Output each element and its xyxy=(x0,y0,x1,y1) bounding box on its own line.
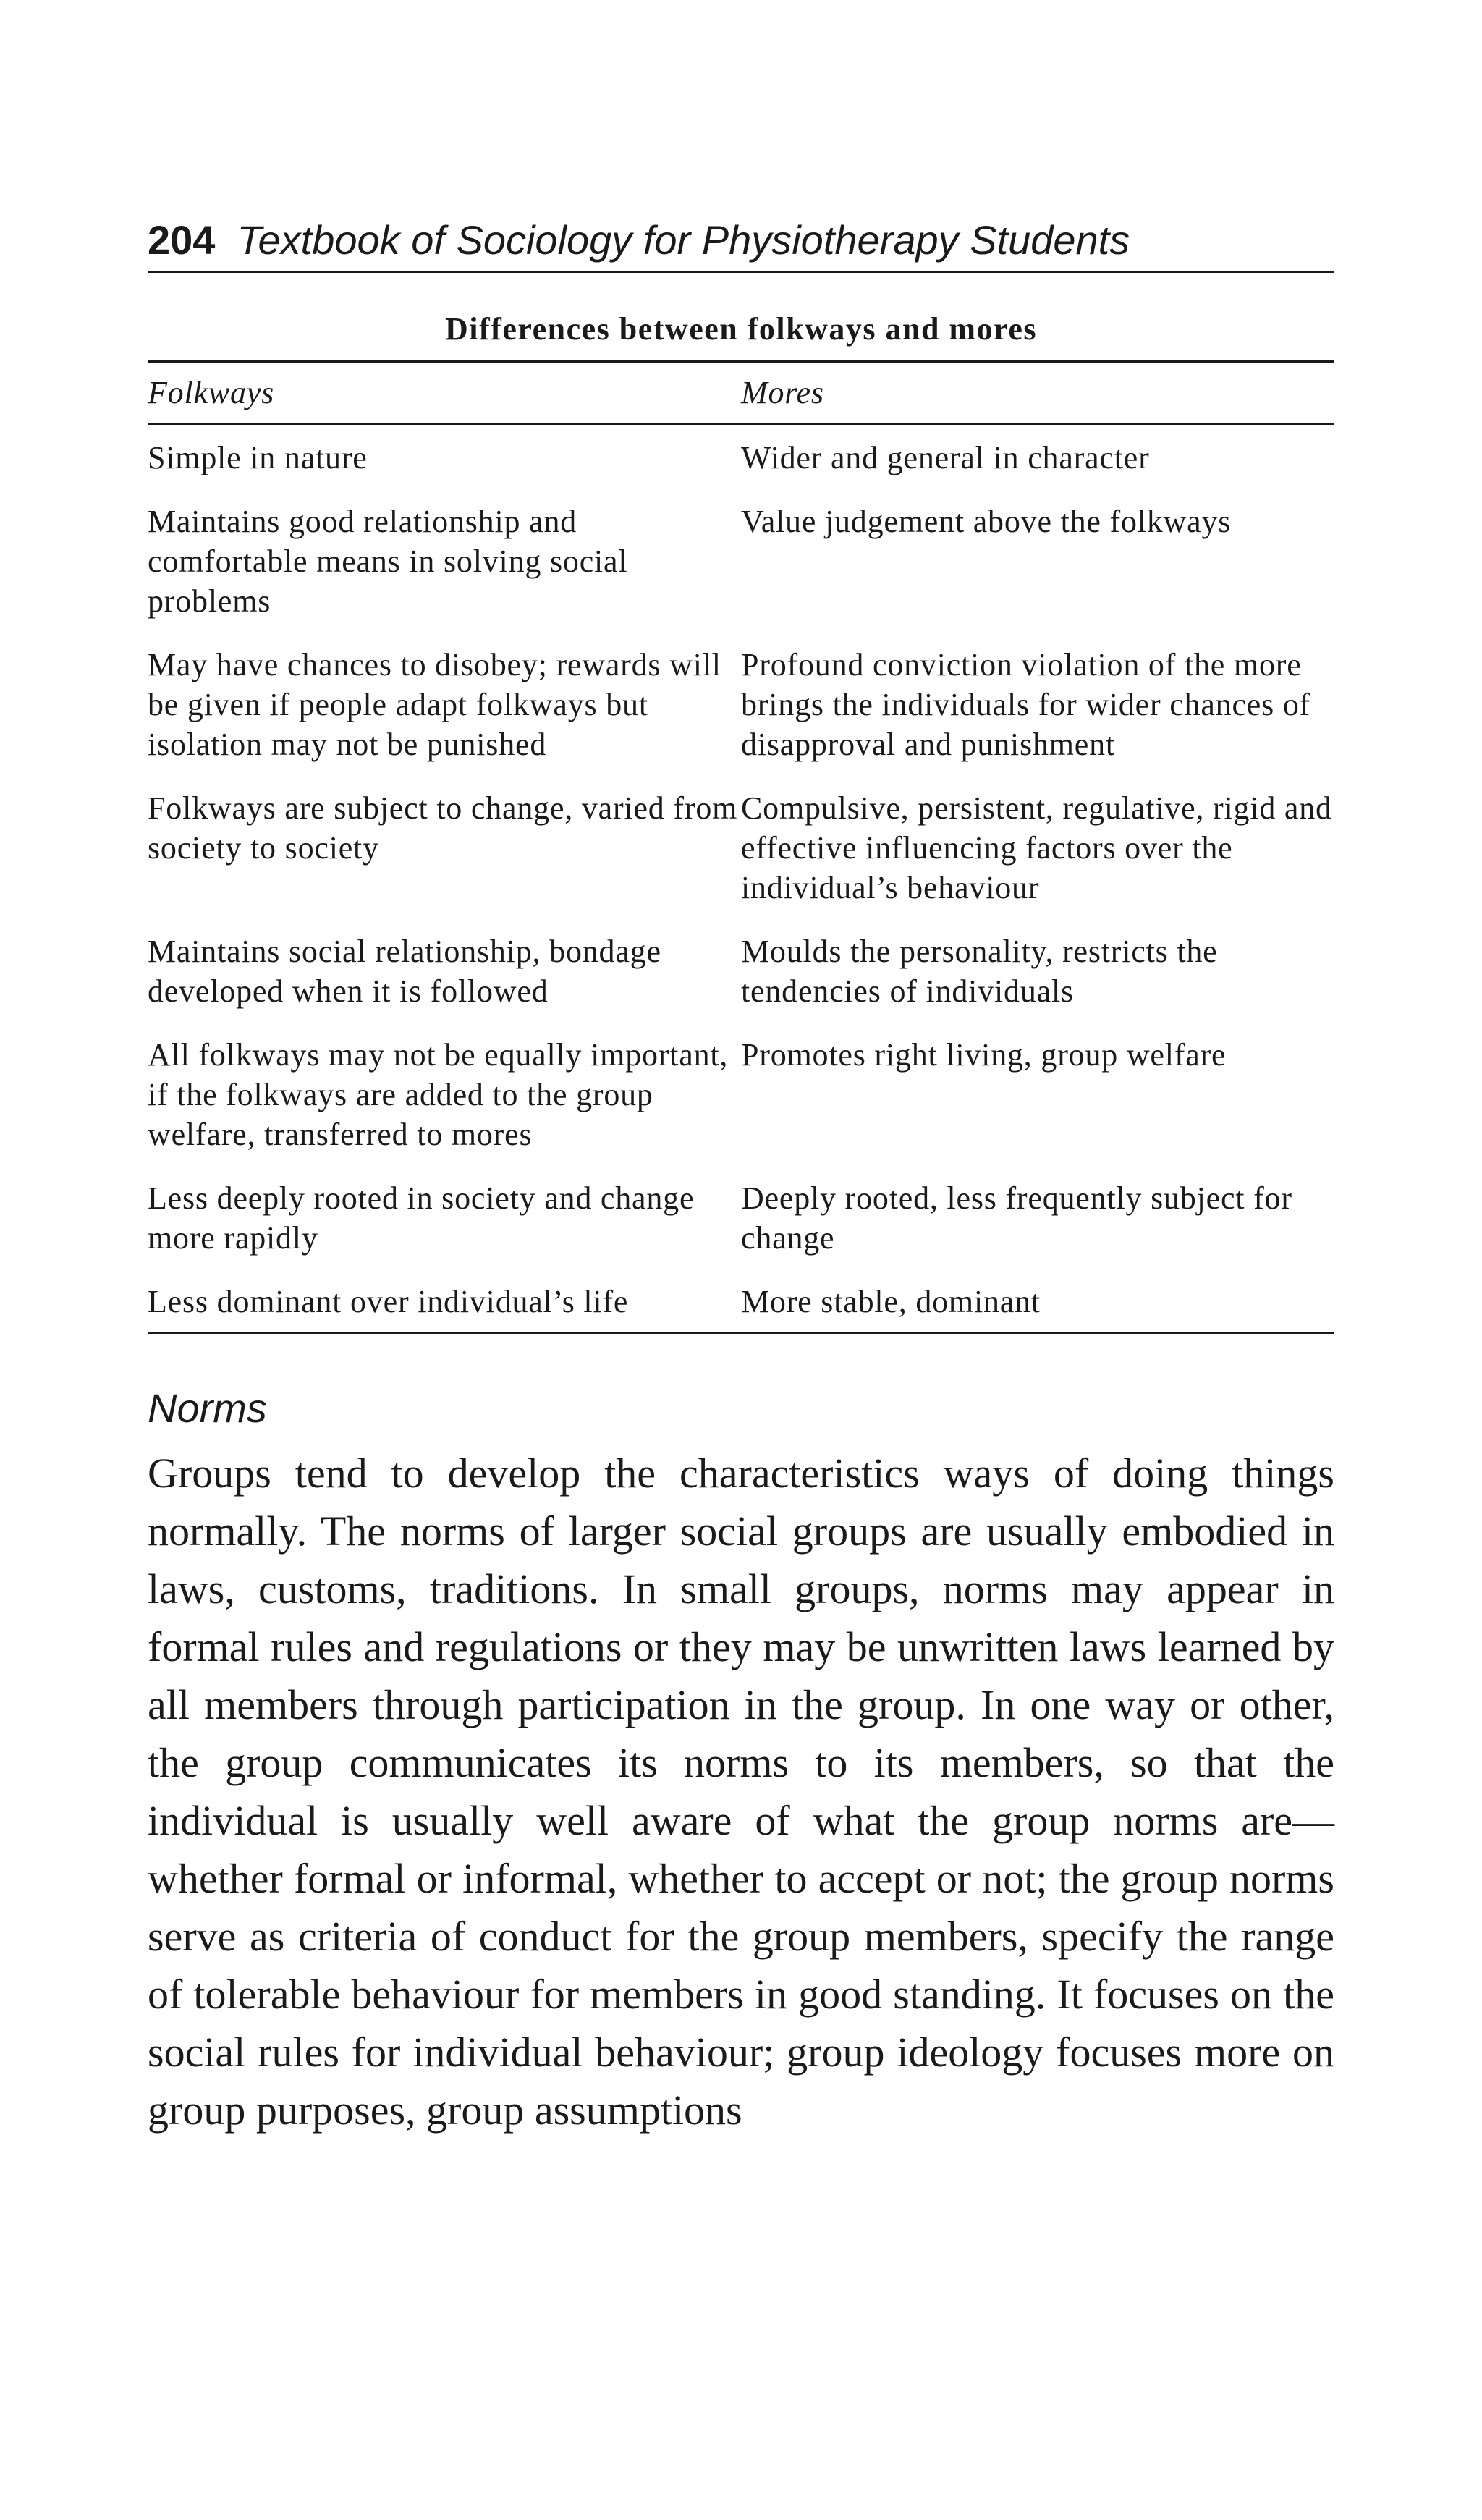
table-row xyxy=(148,489,1334,632)
comparison-table xyxy=(148,363,1334,1334)
body-paragraph: Groups tend to develop the characteristics ways of doing things normally. The norms of larger social groups are usually embodied in laws, customs, traditions. In small groups, norms may appear in formal rules and regulations or they may be unwritten laws learned by all members through participation in the group. In one way or other, the group communicates its norms to its members, so that the individual is usually well aware of what the group norms are—whether formal or informal, whether to accept or not; the group norms serve as criteria of conduct for the group members, specify the range of tolerable behaviour for members in good standing. It focuses on the social rules for individual behaviour; group ideology focuses more on group purposes, group assumptions xyxy=(148,1450,1334,2134)
mores-cell: Profound conviction violation of the more brings the individuals for wider chances of disapproval and punishment xyxy=(741,647,1311,762)
mores-cell: Deeply rooted, less frequently subject for change xyxy=(741,1180,1292,1256)
column-header-folkways: Folkways xyxy=(148,363,741,424)
table-caption: Differences between folkways and mores xyxy=(148,310,1334,363)
table-row xyxy=(148,775,1334,918)
folkways-cell: May have chances to disobey; rewards will be given if people adapt folkways but isolation may not be punished xyxy=(148,647,721,762)
folkways-cell: All folkways may not be equally important, if the folkways are added to the group welfare, transferred to mores xyxy=(148,1037,729,1152)
mores-cell: Compulsive, persistent, regulative, rigid and effective influencing factors over the individual’s behaviour xyxy=(741,790,1332,905)
section-heading: Norms xyxy=(148,1385,267,1431)
column-header-mores: Mores xyxy=(741,363,1334,424)
book-title: Textbook of Sociology for Physiotherapy Students xyxy=(237,217,1130,263)
folkways-cell: Maintains good relationship and comfortable means in solving social problems xyxy=(148,504,628,619)
folkways-cell: Simple in nature xyxy=(148,440,368,475)
folkways-cell: Less dominant over individual’s life xyxy=(148,1284,629,1319)
table-row xyxy=(148,1269,1334,1333)
table-row xyxy=(148,1165,1334,1269)
table-row xyxy=(148,918,1334,1022)
mores-cell: Promotes right living, group welfare xyxy=(741,1037,1227,1073)
folkways-cell: Less deeply rooted in society and change more rapidly xyxy=(148,1180,695,1256)
folkways-cell: Maintains social relationship, bondage developed when it is followed xyxy=(148,934,661,1009)
book-page xyxy=(148,217,1334,2139)
mores-cell: Wider and general in character xyxy=(741,440,1150,475)
mores-cell: More stable, dominant xyxy=(741,1284,1041,1319)
table-row xyxy=(148,632,1334,775)
folkways-cell: Folkways are subject to change, varied from society to society xyxy=(148,790,738,866)
mores-cell: Moulds the personality, restricts the tendencies of individuals xyxy=(741,934,1218,1009)
running-head xyxy=(148,217,1334,273)
mores-cell: Value judgement above the folkways xyxy=(741,504,1232,539)
table-row xyxy=(148,1022,1334,1165)
table-header-row xyxy=(148,363,1334,424)
table-row xyxy=(148,424,1334,489)
page-number: 204 xyxy=(148,217,216,263)
